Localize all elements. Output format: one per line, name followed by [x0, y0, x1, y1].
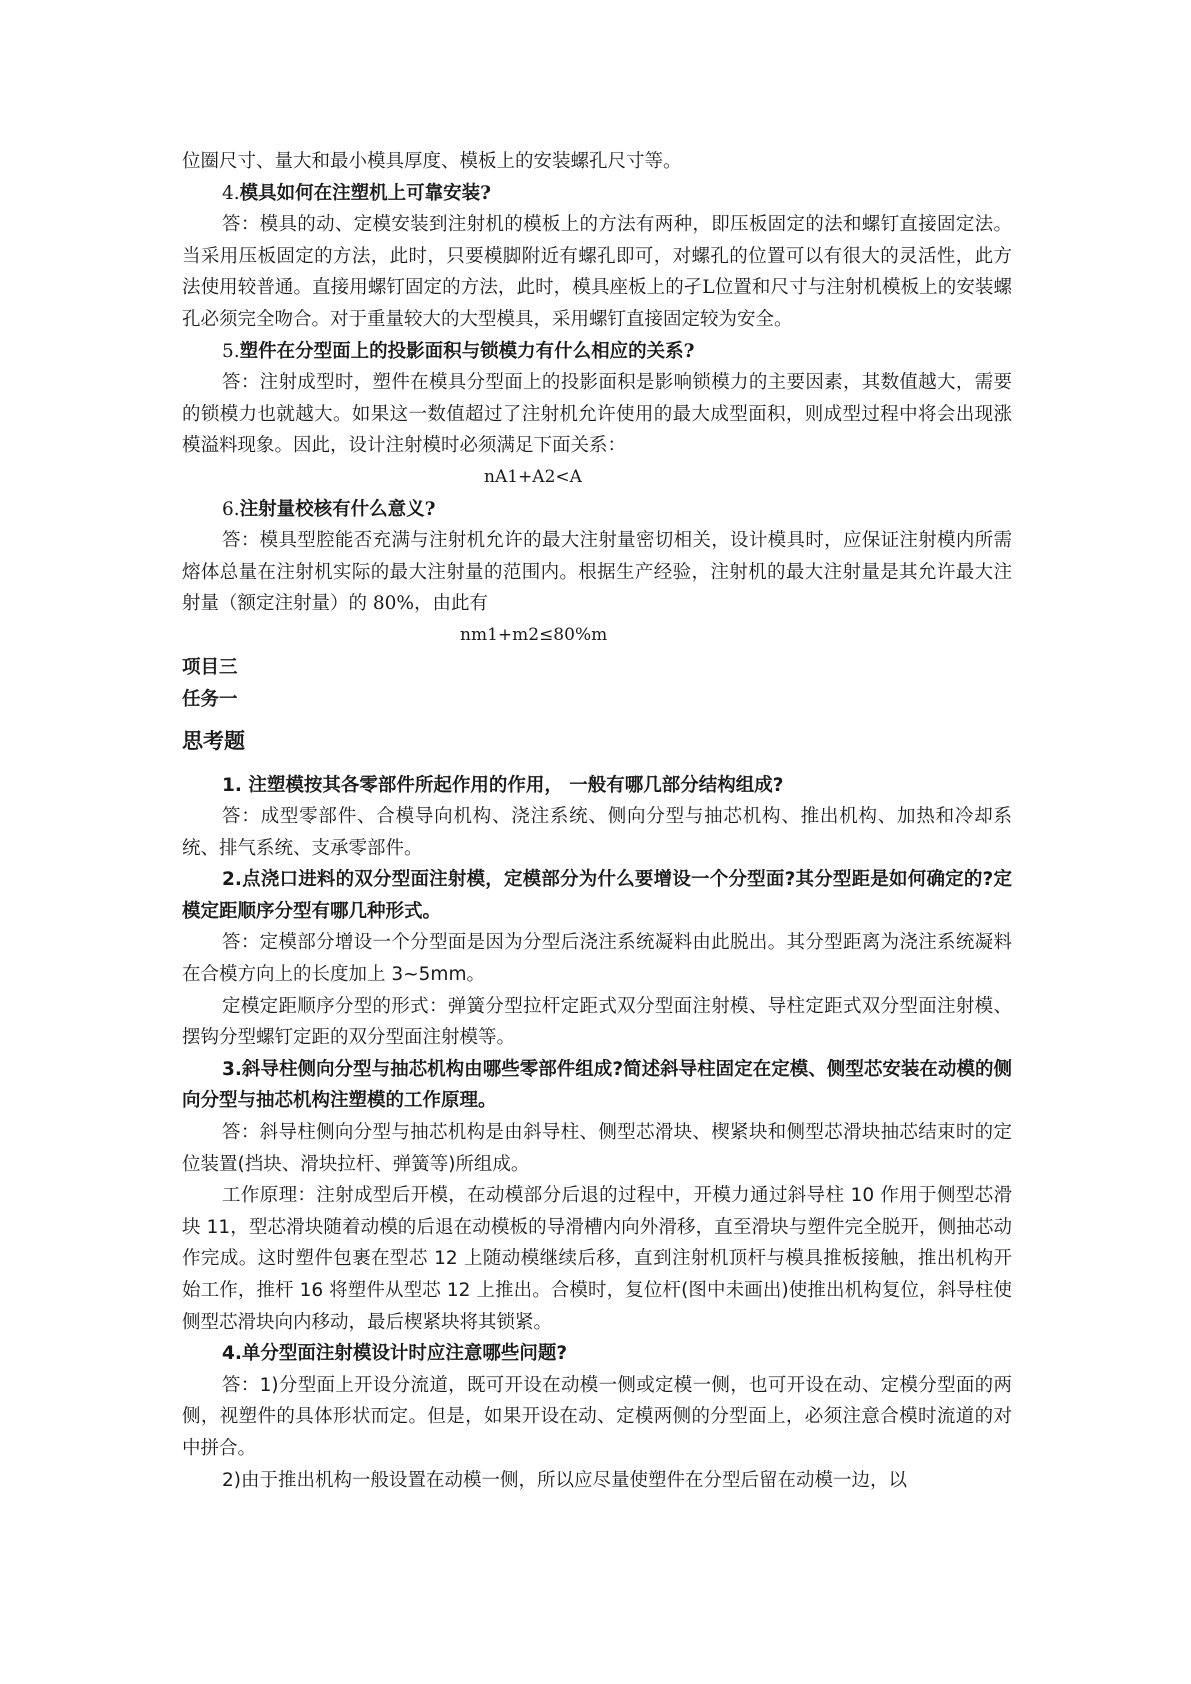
question-1-structure: 1. 注塑模按其各零部件所起作用的作用， 一般有哪几部分结构组成? [222, 774, 784, 796]
answer-4-part-1: 答：1)分型面上开设分流道，既可开设在动模一侧或定模一侧，也可开设在动、定模分型面的两侧，视塑件的具体形状而定。但是，如果开设在动、定模两侧的分型面上，必须注意合模时流道的对中拼合。 [182, 1374, 1012, 1459]
question-number: 5. [222, 340, 240, 362]
answer-3-part-2: 工作原理：注射成型后开模，在动模部分后退的过程中，开模力通过斜导柱 10 作用于侧型芯滑块 11，型芯滑块随着动模的后退在动模板的导滑槽内向外滑移，直至滑块与塑件完全脱开，侧抽芯动作完成。这时塑件包裹在型芯 12 上随动模继续后移，直到注射机顶杆与模具推板接触，推出机构开始工作，推杆 16 将塑件从型芯 12 上推出。合模时，复位杆(图中未画出)使推出机构复位，斜导柱使侧型芯滑块向内移动，最后楔紧块将其锁紧。 [182, 1185, 1012, 1333]
answer-6: 答：模具型腔能否充满与注射机允许的最大注射量密切相关，设计模具时，应保证注射模内所需熔体总量在注射机实际的最大注射量的范围内。根据生产经验，注射机的最大注射量是其允许最大注射量（额定注射量）的 80%，由此有 [182, 530, 1012, 615]
question-text: 塑件在分型面上的投影面积与锁模力有什么相应的关系? [239, 340, 695, 362]
answer-3-part-1: 答：斜导柱侧向分型与抽芯机构是由斜导柱、侧型芯滑块、楔紧块和侧型芯滑块抽芯结束时的定位装置(挡块、滑块拉杆、弹簧等)所组成。 [182, 1122, 1012, 1175]
question-5-projection-area [182, 336, 1012, 368]
document-page [182, 146, 1012, 1496]
task-heading: 任务一 [182, 688, 238, 710]
question-4-single-parting: 4.单分型面注射模设计时应注意哪些问题? [222, 1343, 568, 1365]
answer-2-part-1: 答：定模部分增设一个分型面是因为分型后浇注系统凝料由此脱出。其分型距离为浇注系统凝料在合模方向上的长度加上 3~5mm。 [182, 932, 1012, 986]
question-number: 4. [222, 182, 240, 204]
question-number: 6. [222, 498, 240, 520]
question-6-shot-volume [182, 494, 1012, 526]
answer-5: 答：注射成型时，塑件在模具分型面上的投影面积是影响锁模力的主要因素，其数值越大，需要的锁模力也就越大。如果这一数值超过了注射机允许使用的最大成型面积，则成型过程中将会出现涨模溢料现象。因此，设计注射模时必须满足下面关系： [182, 372, 1012, 457]
formula-clamping: nA1+A2<A [484, 466, 582, 487]
project-heading: 项目三 [182, 656, 238, 678]
section-title: 思考题 [182, 728, 245, 753]
answer-1: 答：成型零部件、合模导向机构、浇注系统、侧向分型与抽芯机构、推出机构、加热和冷却系统、排气系统、支承零部件。 [182, 806, 1012, 859]
answer-4: 答：模具的动、定模安装到注射机的模板上的方法有两种，即压板固定的法和螺钉直接固定法。当采用压板固定的方法，此时，只要模脚附近有螺孔即可，对螺孔的位置可以有很大的灵活性，此方法使用较普通。直接用螺钉固定的方法，此时，模具座板上的孑L位置和尺寸与注射机模板上的安装螺孔必须完全吻合。对于重量较大的大型模具，采用螺钉直接固定较为安全。 [182, 214, 1012, 330]
answer-4-part-2: 2)由于推出机构一般设置在动模一侧，所以应尽量使塑件在分型后留在动模一边，以 [222, 1469, 907, 1491]
continued-line: 位圈尺寸、量大和最小模具厚度、模板上的安装螺孔尺寸等。 [182, 151, 682, 172]
formula-shot-volume: nm1+m2≤80%m [460, 624, 608, 645]
question-3-angle-pin: 3.斜导柱侧向分型与抽芯机构由哪些零部件组成?简述斜导柱固定在定模、侧型芯安装在动模的侧向分型与抽芯机构注塑模的工作原理。 [182, 1058, 1012, 1112]
question-text: 注射量校核有什么意义? [239, 498, 436, 520]
question-4-mold-installation [182, 178, 1012, 210]
question-2-pin-gate: 2.点浇口进料的双分型面注射模，定模部分为什么要增设一个分型面?其分型距是如何确定的?定模定距顺序分型有哪几种形式。 [182, 869, 1012, 922]
question-text: 模具如何在注塑机上可靠安装? [239, 182, 491, 204]
answer-2-part-2: 定模定距顺序分型的形式：弹簧分型拉杆定距式双分型面注射模、导柱定距式双分型面注射模、摆钩分型螺钉定距的双分型面注射模等。 [182, 995, 1012, 1049]
